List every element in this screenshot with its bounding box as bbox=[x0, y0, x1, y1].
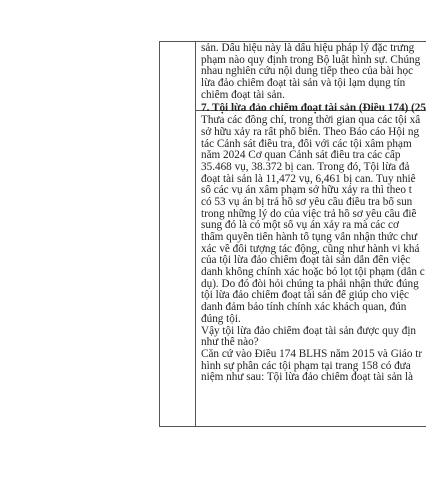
text-line: số các vụ án xâm phạm sở hữu xảy ra thì theo t bbox=[201, 185, 412, 197]
text-line: năm 2024 Cơ quan Cảnh sát điều tra các cấp bbox=[201, 150, 401, 162]
text-line: đúng tội. bbox=[201, 313, 241, 325]
text-line: sung đó là có một số vụ án xảy ra mà các cơ bbox=[201, 220, 399, 232]
lecture-content-cell bbox=[201, 43, 426, 423]
text-line: thẩm quyền tiến hành tố tụng vẫn nhận thức chư bbox=[201, 232, 418, 243]
text-line: sản. Dấu hiệu này là dấu hiệu pháp lý đặc trưng bbox=[201, 43, 415, 54]
text-line: như thế nào? bbox=[201, 337, 259, 349]
text-line: dụ). Do đó đòi hỏi chúng ta phải nhận thức đúng bbox=[201, 278, 419, 290]
text-line: Căn cứ vào Điều 174 BLHS năm 2015 và Giáo tr bbox=[201, 348, 423, 360]
text-line: nhau nghiên cứu nội dung tiếp theo của bài học bbox=[201, 66, 414, 78]
text-line: Thưa các đồng chí, trong thời gian qua các tội xâ bbox=[201, 115, 421, 127]
text-line: lừa đảo chiếm đoạt tài sản và tội lạm dụng tín bbox=[201, 78, 406, 90]
body-paragraphs bbox=[201, 115, 426, 384]
text-line: xác về đối tượng tác động, cũng như hành vi khá bbox=[201, 243, 420, 255]
text-line: trong những lý do của việc trả hồ sơ yêu cầu điề bbox=[201, 208, 417, 220]
text-line: có 53 vụ án bị trả hồ sơ yêu cầu điều tra bổ sun bbox=[201, 196, 413, 208]
text-line: niệm như sau: Tội lừa đảo chiếm đoạt tài sản là bbox=[201, 372, 413, 384]
text-line: phạm nào quy định trong Bộ luật hình sự. Chúng bbox=[201, 54, 421, 66]
table-column-divider bbox=[195, 41, 196, 426]
text-line: Vậy tội lừa đảo chiếm đoạt tài sản được quy địn bbox=[201, 325, 417, 337]
intro-paragraph bbox=[201, 43, 426, 101]
text-line: danh đảm bảo tính chính xác khách quan, đún bbox=[201, 302, 407, 314]
table-left-border bbox=[159, 41, 160, 426]
text-line: đoạt tài sản là 11,472 vụ, 6,461 bị can. Tuy nhiê bbox=[201, 173, 416, 185]
text-line: sở hữu xảy ra rất phổ biến. Theo Báo cáo Hội ng bbox=[201, 126, 420, 138]
section-heading: 7. Tội lừa đảo chiếm đoạt tài sản (Điều 174) (25 bbox=[201, 103, 426, 115]
text-line: của tội lừa đảo chiếm đoạt tài sản dẫn đến việc bbox=[201, 255, 411, 267]
text-line: chiếm đoạt tài sản. bbox=[201, 89, 285, 101]
text-line: danh không chính xác hoặc bỏ lọt tội phạm (dẫn c bbox=[201, 267, 425, 279]
text-line: 35.468 vụ, 38.372 bị can. Trong đó, Tội lừa đả bbox=[201, 161, 410, 173]
text-line: tác Cảnh sát điều tra, đối với các tội xâm phạm bbox=[201, 138, 412, 150]
text-line: tội lừa đảo chiếm đoạt tài sản để giúp cho việc bbox=[201, 290, 409, 302]
text-line: hình sự phần các tội phạm tại trang 158 có đưa bbox=[201, 360, 411, 372]
